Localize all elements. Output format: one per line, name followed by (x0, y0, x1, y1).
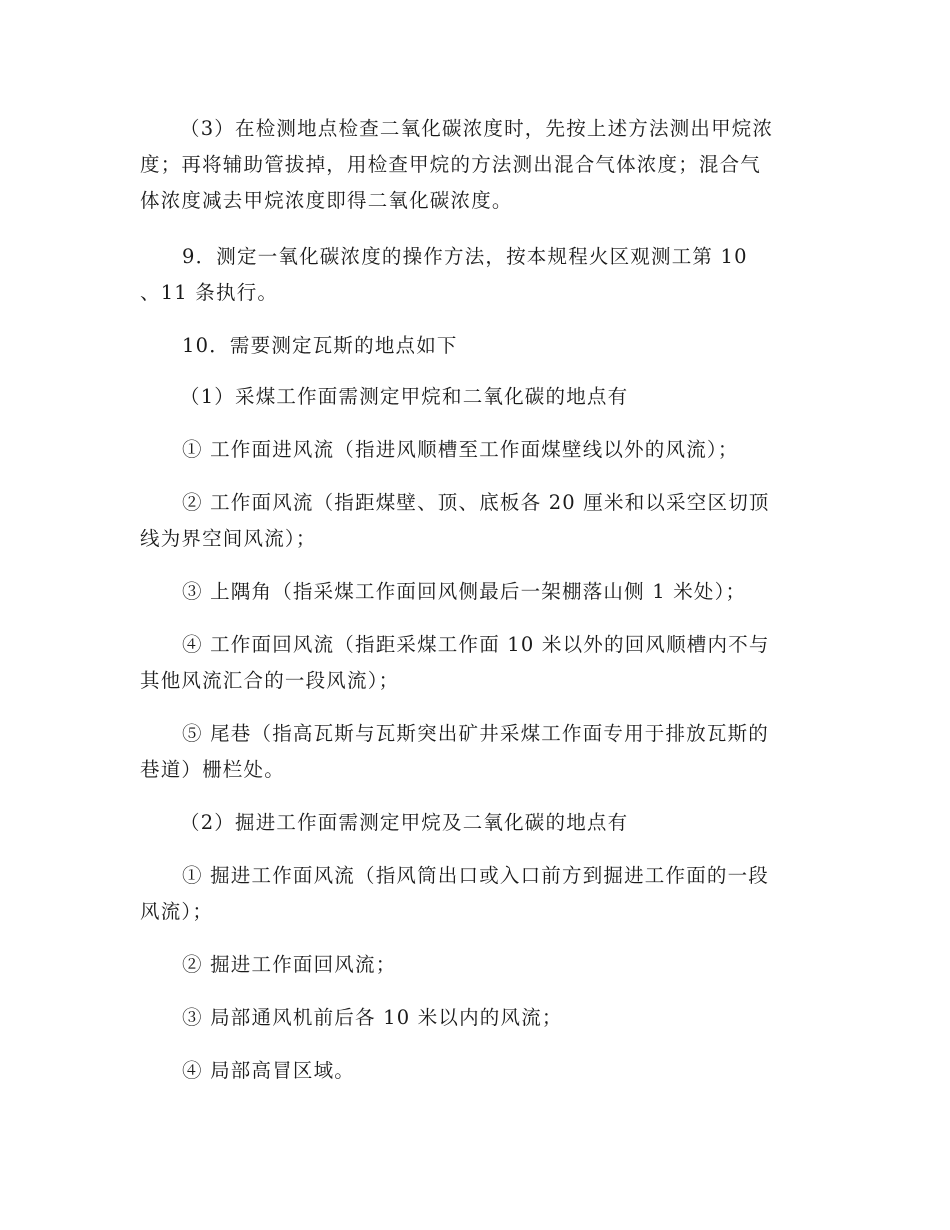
paragraph-3-line-1: 10．需要测定瓦斯的地点如下 (182, 334, 458, 357)
paragraph-11-line-2: 风流）； (140, 900, 214, 923)
paragraph-7-line-1: ③ 上隅角（指采煤工作面回风侧最后一架棚落山侧 1 米处）； (182, 580, 747, 603)
paragraph-4-line-1: （1）采煤工作面需测定甲烷和二氧化碳的地点有 (180, 385, 629, 408)
paragraph-1-line-2: 度；再将辅助管拔掉，用检查甲烷的方法测出混合气体浓度；混合气 (140, 153, 762, 176)
paragraph-9-line-2: 巷道）栅栏处。 (140, 758, 285, 781)
paragraph-11-line-1: ① 掘进工作面风流（指风筒出口或入口前方到掘进工作面的一段 (182, 864, 769, 887)
paragraph-6-line-2: 线为界空间风流）； (140, 527, 317, 550)
paragraph-9-line-1: ⑤ 尾巷（指高瓦斯与瓦斯突出矿井采煤工作面专用于排放瓦斯的 (182, 722, 769, 745)
paragraph-5-line-1: ① 工作面进风流（指进风顺槽至工作面煤壁线以外的风流）； (182, 438, 739, 461)
paragraph-8-line-2: 其他风流汇合的一段风流）； (140, 669, 400, 692)
paragraph-12-line-1: ② 掘进工作面回风流； (182, 953, 397, 976)
paragraph-10-line-1: （2）掘进工作面需测定甲烷及二氧化碳的地点有 (180, 811, 629, 834)
paragraph-14-line-1: ④ 局部高冒区域。 (182, 1059, 355, 1082)
paragraph-1-line-1: （3）在检测地点检查二氧化碳浓度时，先按上述方法测出甲烷浓 (180, 117, 774, 140)
paragraph-6-line-1: ② 工作面风流（指距煤壁、顶、底板各 20 厘米和以采空区切顶 (182, 491, 770, 514)
paragraph-2-line-1: 9．测定一氧化碳浓度的操作方法，按本规程火区观测工第 10 (182, 245, 748, 268)
paragraph-1-line-3: 体浓度减去甲烷浓度即得二氧化碳浓度。 (140, 189, 513, 212)
paragraph-2-line-2: 、11 条执行。 (140, 281, 279, 304)
paragraph-8-line-1: ④ 工作面回风流（指距采煤工作面 10 米以外的回风顺槽内不与 (182, 633, 770, 656)
paragraph-13-line-1: ③ 局部通风机前后各 10 米以内的风流； (182, 1006, 563, 1029)
